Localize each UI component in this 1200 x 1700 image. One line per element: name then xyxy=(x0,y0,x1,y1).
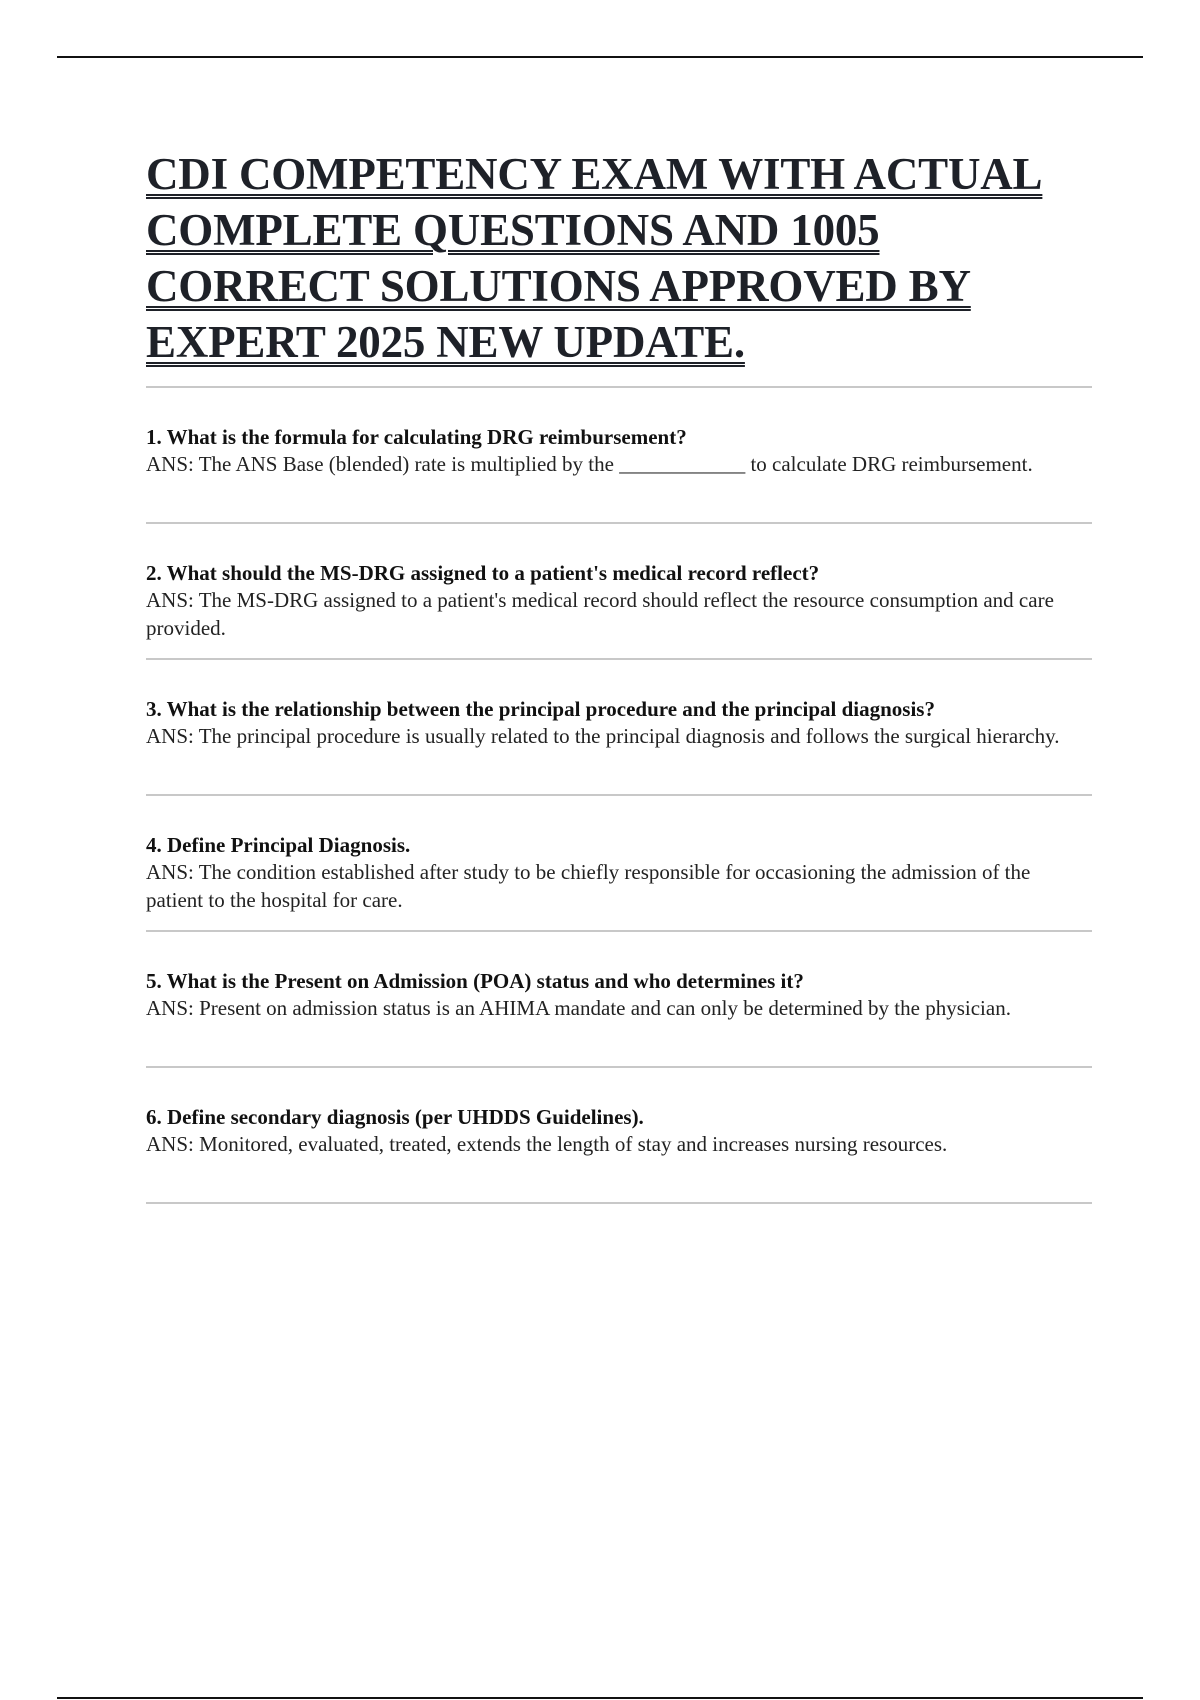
qa-item-1 xyxy=(146,388,1092,522)
page-top-rule xyxy=(57,56,1143,58)
answer-6: ANS: Monitored, evaluated, treated, extends the length of stay and increases nursing resources. xyxy=(146,1132,948,1156)
question-4: 4. Define Principal Diagnosis. xyxy=(146,833,411,857)
question-5: 5. What is the Present on Admission (POA) status and who determines it? xyxy=(146,969,804,993)
answer-5: ANS: Present on admission status is an AHIMA mandate and can only be determined by the physician. xyxy=(146,996,1011,1020)
qa-item-3 xyxy=(146,660,1092,794)
question-3: 3. What is the relationship between the principal procedure and the principal diagnosis? xyxy=(146,697,935,721)
answer-4: ANS: The condition established after study to be chiefly responsible for occasioning the admission of the patient to the hospital for care. xyxy=(146,860,1031,912)
page-bottom-rule xyxy=(57,1697,1143,1699)
question-6: 6. Define secondary diagnosis (per UHDDS Guidelines). xyxy=(146,1105,644,1129)
qa-item-5 xyxy=(146,932,1092,1066)
document-title: CDI COMPETENCY EXAM WITH ACTUAL COMPLETE QUESTIONS AND 1005 CORRECT SOLUTIONS APPROVED BY EXPERT 2025 NEW UPDATE. xyxy=(146,149,1043,367)
answer-1: ANS: The ANS Base (blended) rate is multiplied by the ____________ to calculate DRG reimbursement. xyxy=(146,452,1033,476)
question-2: 2. What should the MS-DRG assigned to a patient's medical record reflect? xyxy=(146,561,820,585)
qa-item-4 xyxy=(146,796,1092,930)
answer-3: ANS: The principal procedure is usually related to the principal diagnosis and follows the surgical hierarchy. xyxy=(146,724,1060,748)
qa-item-2 xyxy=(146,524,1092,658)
qa-item-6 xyxy=(146,1068,1092,1202)
answer-2: ANS: The MS-DRG assigned to a patient's medical record should reflect the resource consumption and care provided. xyxy=(146,588,1054,640)
document-body xyxy=(146,146,1092,1204)
question-1: 1. What is the formula for calculating DRG reimbursement? xyxy=(146,425,687,449)
qa-divider xyxy=(146,1202,1092,1204)
